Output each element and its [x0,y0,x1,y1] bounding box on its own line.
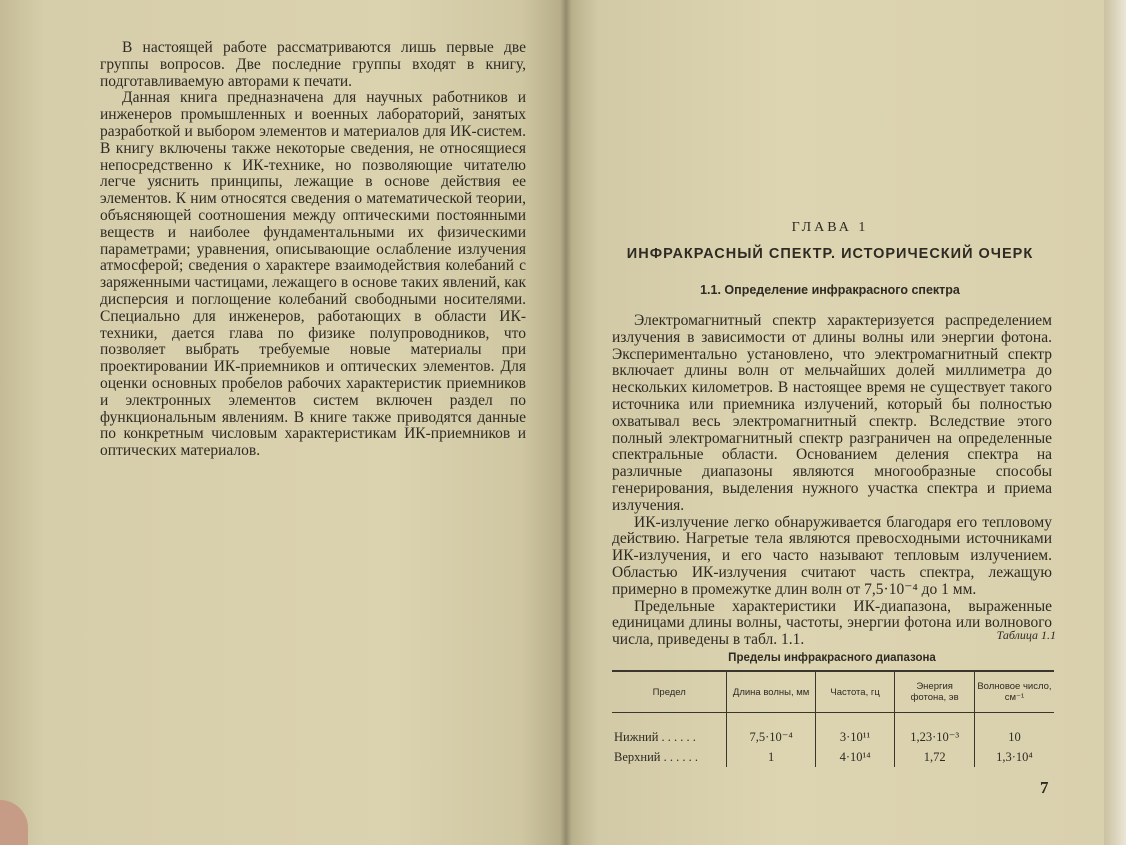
right-paragraph: Электромагнитный спектр характеризуется распределением излучения в зависимости от длины волны или энергии фотона. Экспериментально установлено, что электромагнитный спектр включает длины волн от мельчайших долей миллиметра до нескольких километров. В настоящее время не существует такого источника или приемника излучений, который бы полностью охватывал весь электромагнитный спектр. Вследствие этого полный электромагнитный спектр разграничен на определенные спектральные области. Основанием деления спектра на различные диапазоны являются многообразные способы генерирования, выделения нужного участка спектра и приема излучения. [612,312,1052,514]
table-header: Волновое число, см⁻¹ [974,671,1054,713]
table-header: Предел [612,671,727,713]
ir-range-table [612,670,1054,767]
right-paragraph: ИК-излучение легко обнаруживается благодаря его тепловому действию. Нагретые тела являются превосходными источниками ИК-излучения, и его часто называют тепловым излучением. Областью ИК-излучения считают часть спектра, лежащую примерно в промежутке длин волн от 7,5·10⁻⁴ до 1 мм. [612,513,1052,598]
right-paragraph: Предельные характеристики ИК-диапазона, выраженные единицами длины волны, частоты, энергии фотона или волнового числа, приведены в табл. 1.1. [612,597,1052,649]
table-header: Длина волны, мм [727,671,815,713]
chapter-title: ИНФРАКРАСНЫЙ СПЕКТР. ИСТОРИЧЕСКИЙ ОЧЕРК [626,246,1034,262]
table-row [612,747,1054,767]
table-cell: 7,5·10⁻⁴ [727,727,815,747]
table-cell: 1,72 [895,747,975,767]
table-cell: 1,3·10⁴ [974,747,1054,767]
table-cell: 3·10¹¹ [815,727,895,747]
left-page-text [100,40,526,460]
table-header: Частота, гц [815,671,895,713]
book-gutter [560,0,572,845]
table-label: Таблица 1.1 [996,628,1056,642]
right-page-text [612,313,1052,649]
table-cell: 10 [974,727,1054,747]
table-cell: 4·10¹⁴ [815,747,895,767]
page-edge [1104,0,1126,845]
left-paragraph: В настоящей работе рассматриваются лишь первые две группы вопросов. Две последние группы входят в книгу, подготавливаемую авторами к печати. [100,39,526,90]
table-cell: 1 [727,747,815,767]
table-header: Энергия фотона, эв [895,671,975,713]
chapter-heading: ГЛАВА 1 [791,220,869,235]
table-cell: Верхний . . . . . . [614,749,698,764]
table-title: Пределы инфракрасного диапазона [728,652,936,664]
table-cell: Нижний . . . . . . [614,729,696,744]
table-row [612,727,1054,747]
table-cell: 1,23·10⁻³ [895,727,975,747]
page-number: 7 [1040,778,1049,797]
left-paragraph: Данная книга предназначена для научных работников и инженеров промышленных и военных лабораторий, занятых разработкой и выбором элементов и материалов для ИК-систем. В книгу включены также некоторые сведения, не относящиеся непосредственно к ИК-технике, но позволяющие читателю легче уяснить принципы, лежащие в основе действия ее элементов. К ним относятся сведения о математической теории, объясняющей соотношения между оптическими постоянными веществ и наиболее фундаментальными их физическими параметрами; уравнения, описывающие ослабление излучения атмосферой; сведения о характере взаимодействия колебаний с заряженными частицами, лежащего в основе таких явлений, как дисперсия и поглощение колебаний свободными носителями. Специально для инженеров, работающих в области ИК-техники, дается глава по физике полупроводников, что позволяет выбрать требуемые новые материалы при проектировании ИК-приемников и оптических элементов. Для оценки основных пробелов рабочих характеристик приемников и электронных элементов систем включен раздел по функциональным явлениям. В книге также приводятся данные по конкретным числовым характеристикам ИК-приемников и оптических материалов. [100,89,526,460]
table-header-row [612,671,1054,713]
section-heading: 1.1. Определение инфракрасного спектра [700,283,960,297]
table-spacer-row [612,713,1054,728]
